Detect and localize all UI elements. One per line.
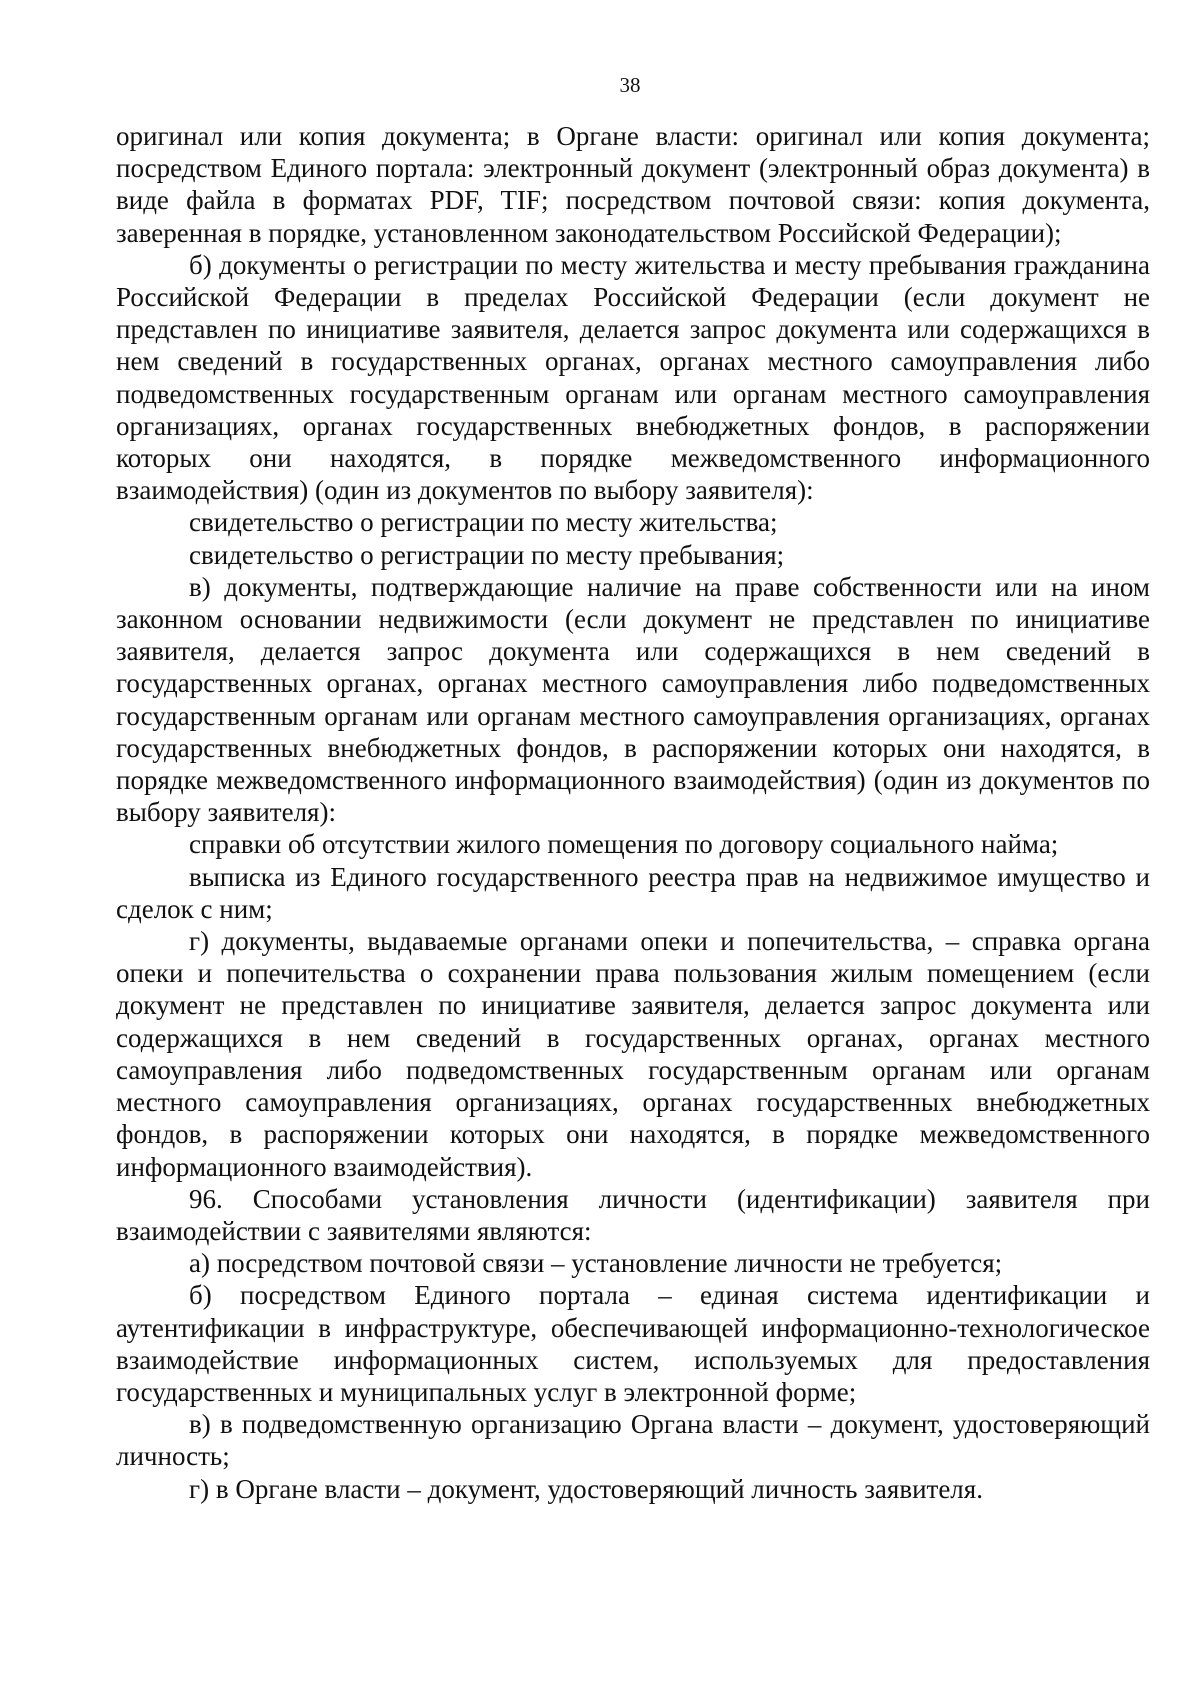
paragraph-item-g-guardianship: г) документы, выдаваемые органами опеки и попечительства, – справка органа опеки и попечительства о сохранении права пользования жилым помещением (если документ не представлен по инициативе заявителя, делается запрос документа или содержащихся в нем сведений в государственных органах, органах местного самоуправления либо подведомственных государственным органам или органам местного самоуправления организациях, органах государственных внебюджетных фондов, в распоряжении которых они находятся, в порядке межведомственного информационного взаимодействия). (116, 926, 1150, 1182)
paragraph-item-b-registration: б) документы о регистрации по месту жительства и месту пребывания гражданина Российской Федерации в пределах Российской Федерации (если документ не представлен по инициативе заявителя, делается запрос документа или содержащихся в нем сведений в государственных органах, органах местного самоуправления либо подведомственных государственным органам или органам местного самоуправления организациях, органах государственных внебюджетных фондов, в распоряжении которых они находятся, в порядке межведомственного информационного взаимодействия) (один из документов по выбору заявителя): (116, 249, 1150, 506)
page-number: 38 (619, 73, 641, 97)
paragraph-96-v-organization: в) в подведомственную организацию Органа власти – документ, удостоверяющий личность; (116, 1409, 1150, 1472)
paragraph-96-b-portal: б) посредством Единого портала – единая система идентификации и аутентификации в инфраструктуре, обеспечивающей информационно-технологическое взаимодействие информационных систем, используемых для предоставления государственных и муниципальных услуг в электронной форме; (116, 1280, 1150, 1407)
paragraph-social-housing-certificate: справки об отсутствии жилого помещения по договору социального найма; (189, 829, 1059, 860)
paragraph-section-96: 96. Способами установления личности (идентификации) заявителя при взаимодействии с заявителями являются: (116, 1183, 1150, 1246)
paragraph-96-a-postal: а) посредством почтовой связи – установление личности не требуется; (189, 1248, 1003, 1279)
paragraph-stay-certificate: свидетельство о регистрации по месту пребывания; (189, 539, 785, 570)
paragraph-item-v-property: в) документы, подтверждающие наличие на праве собственности или на ином законном основании недвижимости (если документ не представлен по инициативе заявителя, делается запрос документа или содержащихся в нем сведений в государственных органах, органах местного самоуправления либо подведомственных государственным органам или органам местного самоуправления организациях, органах государственных внебюджетных фондов, в распоряжении которых они находятся, в порядке межведомственного информационного взаимодействия) (один из документов по выбору заявителя): (116, 571, 1150, 828)
document-body (116, 120, 1150, 1505)
paragraph-96-g-authority: г) в Органе власти – документ, удостоверяющий личность заявителя. (189, 1473, 983, 1504)
paragraph-residence-certificate: свидетельство о регистрации по месту жительства; (189, 507, 778, 538)
paragraph-continuation: оригинал или копия документа; в Органе власти: оригинал или копия документа; посредством Единого портала: электронный документ (электронный образ документа) в виде файла в форматах PDF, TIF; посредством почтовой связи: копия документа, заверенная в порядке, установленном законодательством Российской Федерации); (116, 121, 1150, 248)
paragraph-registry-extract: выписка из Единого государственного реестра прав на недвижимое имущество и сделок с ним; (116, 861, 1150, 924)
